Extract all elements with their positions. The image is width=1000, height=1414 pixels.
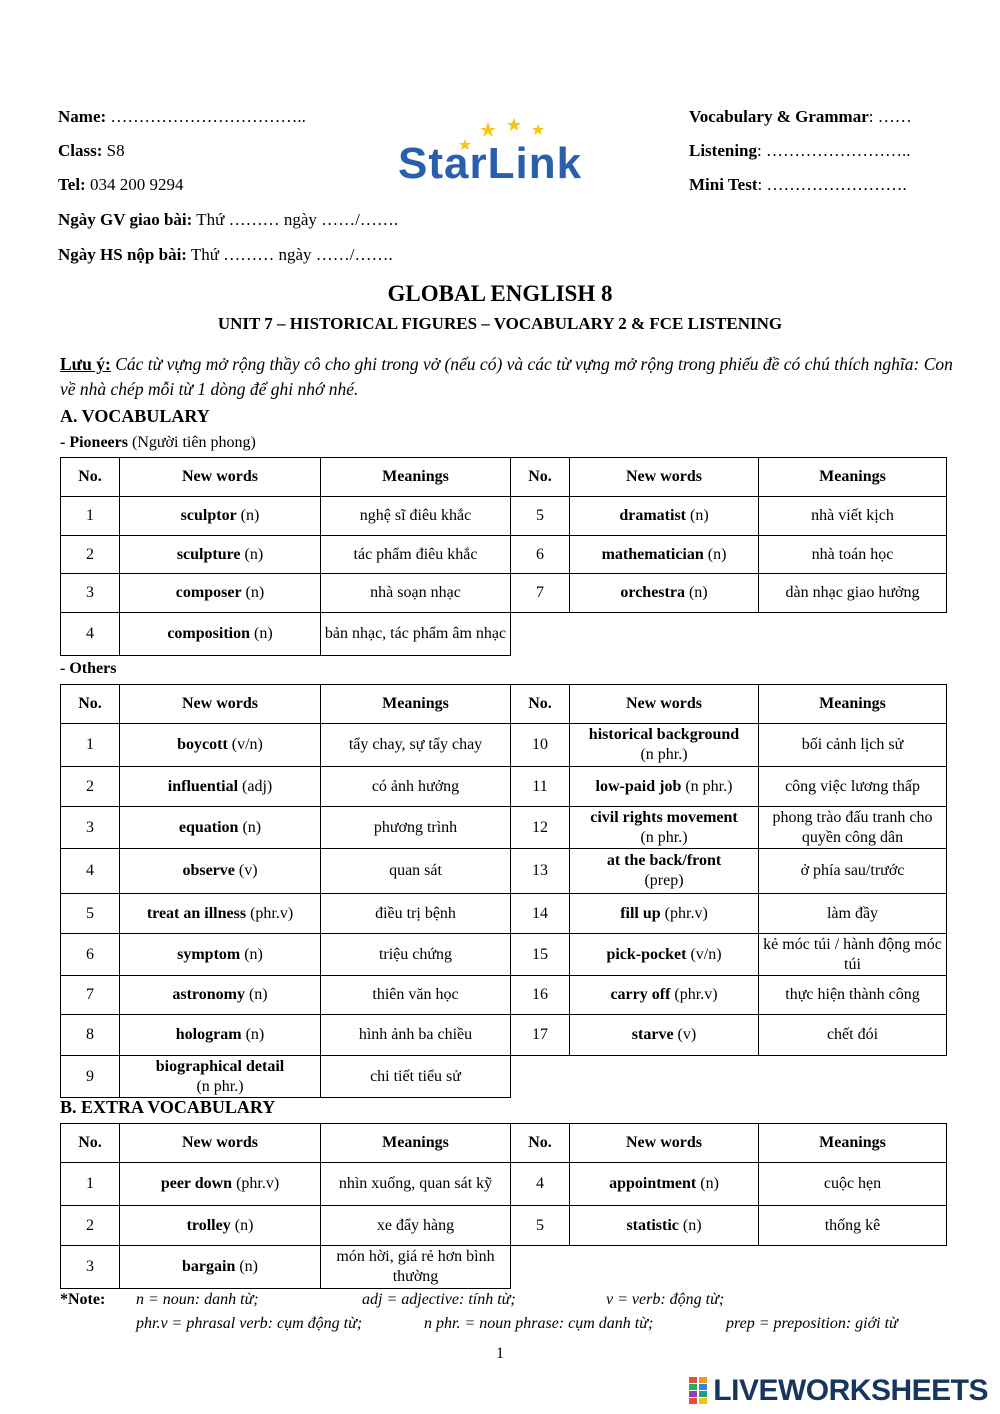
meaning: ở phía sau/trước: [759, 849, 947, 894]
row-number: 4: [61, 849, 120, 894]
submit-date-line: Ngày HS nộp bài: Thứ ……… ngày ……/…….: [58, 245, 393, 264]
word-text: influential: [167, 777, 239, 795]
word-text: biographical detail: [155, 1057, 285, 1075]
meaning: có ảnh hưởng: [321, 767, 511, 807]
new-word: [570, 894, 759, 934]
table-header-row: [61, 685, 947, 724]
table-row: [61, 497, 947, 536]
table-row: [61, 767, 947, 807]
part-of-speech: (n phr.): [196, 1077, 244, 1095]
word-text: treat an illness: [146, 904, 247, 922]
meaning: hình ảnh ba chiều: [321, 1015, 511, 1056]
word-text: orchestra: [620, 584, 685, 601]
new-word: [120, 613, 321, 656]
word-text: equation: [178, 818, 239, 836]
class-line: Class: S8: [58, 141, 125, 160]
new-word: [570, 724, 759, 767]
meaning: thực hiện thành công: [759, 976, 947, 1015]
empty-cell: [759, 1246, 947, 1289]
new-word: [120, 574, 321, 613]
table-row: [61, 724, 947, 767]
row-number: 10: [511, 724, 570, 767]
legend-preposition: prep = preposition: giới từ: [726, 1315, 898, 1332]
empty-cell: [759, 1056, 947, 1098]
others-table: [60, 684, 947, 1098]
word-text: sculptor: [180, 507, 237, 524]
new-word: [120, 767, 321, 807]
meaning: làm đầy: [759, 894, 947, 934]
row-number: 2: [61, 1206, 120, 1246]
column-header-word: New words: [120, 458, 321, 497]
meaning: chết đói: [759, 1015, 947, 1056]
part-of-speech: (phr.v): [250, 904, 294, 922]
part-of-speech: (phr.v): [236, 1175, 280, 1192]
part-of-speech: (phr.v): [664, 904, 708, 922]
table-row: [61, 1206, 947, 1246]
column-header-word: New words: [570, 458, 759, 497]
word-text: historical background: [588, 726, 740, 743]
meaning: nhà viết kịch: [759, 497, 947, 536]
word-text: astronomy: [172, 986, 245, 1003]
new-word: [120, 536, 321, 574]
row-number: 2: [61, 536, 120, 574]
row-number: 5: [511, 1206, 570, 1246]
word-text: appointment: [609, 1175, 697, 1192]
new-word: [120, 849, 321, 894]
part-of-speech: (n): [688, 584, 708, 601]
column-header-word: New words: [120, 685, 321, 724]
meaning: quan sát: [321, 849, 511, 894]
part-of-speech: (n): [707, 545, 727, 563]
row-number: 1: [61, 497, 120, 536]
column-header-meaning: Meanings: [321, 458, 511, 497]
column-header-no: No.: [61, 1124, 120, 1163]
table-row: [61, 894, 947, 934]
table-header-row: [61, 1124, 947, 1163]
meaning: dàn nhạc giao hưởng: [759, 574, 947, 613]
table-row: [61, 574, 947, 613]
row-number: 16: [511, 976, 570, 1015]
legend-phrasal-verb: phr.v = phrasal verb: cụm động từ;: [136, 1315, 363, 1332]
column-header-word: New words: [570, 1124, 759, 1163]
word-text: symptom: [177, 945, 241, 963]
column-header-meaning: Meanings: [759, 458, 947, 497]
row-number: 3: [61, 807, 120, 849]
meaning: nghệ sĩ điêu khắc: [321, 497, 511, 536]
minitest-score-line: Mini Test: …………………….: [689, 175, 907, 194]
word-text: statistic: [626, 1216, 679, 1234]
pioneers-heading: - Pioneers (Người tiên phong): [60, 434, 256, 451]
tel-line: Tel: 034 200 9294: [58, 175, 184, 194]
row-number: 6: [511, 536, 570, 574]
table-row: [61, 1056, 947, 1098]
note-paragraph: Lưu ý: Các từ vựng mở rộng thầy cô cho ghi trong vở (nếu có) và các từ vựng mở rộng trong phiếu đề có chú thích nghĩa: Con về nhà chép mỗi từ 1 dòng để ghi nhớ nhé.: [60, 354, 953, 399]
column-header-word: New words: [120, 1124, 321, 1163]
row-number: 7: [61, 976, 120, 1015]
column-header-no: No.: [511, 458, 570, 497]
part-of-speech: (v/n): [690, 945, 722, 963]
row-number: 5: [511, 497, 570, 536]
part-of-speech: (n): [700, 1175, 719, 1192]
new-word: [570, 976, 759, 1015]
row-number: 3: [61, 574, 120, 613]
row-number: 5: [61, 894, 120, 934]
row-number: 7: [511, 574, 570, 613]
word-text: boycott: [177, 736, 228, 753]
row-number: 13: [511, 849, 570, 894]
new-word: [120, 1015, 321, 1056]
column-header-no: No.: [61, 685, 120, 724]
table-row: [61, 934, 947, 976]
word-text: low-paid job: [595, 777, 682, 795]
name-value[interactable]: ……………………………..: [110, 107, 306, 126]
word-text: at the back/front: [606, 852, 722, 869]
part-of-speech: (adj): [242, 777, 273, 795]
column-header-no: No.: [61, 458, 120, 497]
new-word: [570, 497, 759, 536]
word-text: dramatist: [619, 507, 686, 524]
new-word: [120, 1206, 321, 1246]
word-text: bargain: [182, 1258, 236, 1275]
word-text: hologram: [175, 1026, 242, 1043]
logo-text: StarLink: [398, 139, 583, 188]
row-number: 1: [61, 1163, 120, 1206]
word-text: sculpture: [176, 545, 241, 563]
row-number: 8: [61, 1015, 120, 1056]
part-of-speech: (n): [245, 1026, 265, 1043]
part-of-speech: (n): [244, 545, 264, 563]
word-text: starve: [631, 1026, 674, 1043]
part-of-speech: (n): [242, 818, 262, 836]
column-header-no: No.: [511, 685, 570, 724]
new-word: [570, 807, 759, 849]
meaning: công việc lương thấp: [759, 767, 947, 807]
part-of-speech: (n): [234, 1216, 254, 1234]
new-word: [120, 1056, 321, 1098]
meaning: chi tiết tiểu sử: [321, 1056, 511, 1098]
part-of-speech: (n phr.): [640, 828, 688, 846]
part-of-speech: (n phr.): [685, 777, 733, 795]
column-header-meaning: Meanings: [759, 685, 947, 724]
row-number: 6: [61, 934, 120, 976]
meaning: phương trình: [321, 807, 511, 849]
new-word: [570, 574, 759, 613]
assign-date-line: Ngày GV giao bài: Thứ ……… ngày ……/…….: [58, 210, 399, 229]
column-header-no: No.: [511, 1124, 570, 1163]
meaning: món hời, giá rẻ hơn bình thường: [321, 1246, 511, 1289]
meaning: tác phẩm điêu khắc: [321, 536, 511, 574]
table-row: [61, 536, 947, 574]
table-row: [61, 1015, 947, 1056]
extra-vocabulary-table: [60, 1123, 947, 1289]
page-subtitle: UNIT 7 – HISTORICAL FIGURES – VOCABULARY 2 & FCE LISTENING: [217, 314, 783, 333]
new-word: [120, 894, 321, 934]
row-number: 15: [511, 934, 570, 976]
row-number: 12: [511, 807, 570, 849]
new-word: [120, 497, 321, 536]
page-number: 1: [496, 1345, 504, 1362]
section-b-heading: B. EXTRA VOCABULARY: [60, 1097, 276, 1117]
vg-score-line: Vocabulary & Grammar: ……: [689, 107, 912, 126]
empty-cell: [759, 613, 947, 656]
row-number: 2: [61, 767, 120, 807]
meaning: nhìn xuống, quan sát kỹ: [321, 1163, 511, 1206]
table-header-row: [61, 458, 947, 497]
liveworksheets-text: LIVEWORKSHEETS: [713, 1374, 988, 1407]
word-text: pick-pocket: [606, 945, 687, 963]
word-text: civil rights movement: [590, 808, 738, 826]
row-number: 11: [511, 767, 570, 807]
new-word: [570, 1015, 759, 1056]
part-of-speech: (n): [244, 945, 263, 963]
new-word: [120, 1246, 321, 1289]
legend-noun-phrase: n phr. = noun phrase: cụm danh từ;: [424, 1315, 654, 1332]
table-row: [61, 1246, 947, 1289]
part-of-speech: (v/n): [231, 736, 263, 753]
part-of-speech: (phr.v): [674, 986, 718, 1003]
meaning: xe đẩy hàng: [321, 1206, 511, 1246]
table-row: [61, 849, 947, 894]
others-heading: - Others: [60, 660, 117, 677]
new-word: [570, 1163, 759, 1206]
column-header-meaning: Meanings: [759, 1124, 947, 1163]
new-word: [570, 767, 759, 807]
word-text: fill up: [620, 904, 661, 922]
meaning: thống kê: [759, 1206, 947, 1246]
part-of-speech: (n): [240, 507, 260, 524]
row-number: 9: [61, 1056, 120, 1098]
legend-verb: v = verb: động từ;: [606, 1291, 725, 1308]
legend-line-1: *Note:: [60, 1291, 106, 1308]
empty-cell: [570, 1056, 759, 1098]
word-text: peer down: [160, 1175, 233, 1192]
meaning: nhà soạn nhạc: [321, 574, 511, 613]
legend-adj: adj = adjective: tính từ;: [362, 1291, 516, 1308]
column-header-meaning: Meanings: [321, 685, 511, 724]
part-of-speech: (n): [690, 507, 709, 524]
meaning: triệu chứng: [321, 934, 511, 976]
part-of-speech: (n): [245, 584, 265, 601]
name-line: Name: ……………………………..: [58, 107, 306, 126]
new-word: [120, 976, 321, 1015]
new-word: [120, 724, 321, 767]
empty-cell: [511, 1246, 570, 1289]
empty-cell: [511, 1056, 570, 1098]
word-text: composition: [167, 625, 250, 642]
starlink-logo: [398, 116, 630, 196]
page-title: GLOBAL ENGLISH 8: [387, 281, 613, 306]
meaning: bối cảnh lịch sử: [759, 724, 947, 767]
row-number: 1: [61, 724, 120, 767]
new-word: [570, 934, 759, 976]
new-word: [120, 1163, 321, 1206]
part-of-speech: (prep): [644, 872, 684, 889]
meaning: kẻ móc túi / hành động móc túi: [759, 934, 947, 976]
empty-cell: [570, 613, 759, 656]
row-number: 4: [511, 1163, 570, 1206]
part-of-speech: (v): [677, 1026, 697, 1043]
row-number: 4: [61, 613, 120, 656]
word-text: composer: [175, 584, 242, 601]
new-word: [570, 849, 759, 894]
row-number: 3: [61, 1246, 120, 1289]
empty-cell: [511, 613, 570, 656]
new-word: [120, 807, 321, 849]
part-of-speech: (n): [682, 1216, 702, 1234]
liveworksheets-icon: [689, 1377, 707, 1405]
new-word: [570, 1206, 759, 1246]
new-word: [120, 934, 321, 976]
new-word: [570, 536, 759, 574]
row-number: 17: [511, 1015, 570, 1056]
column-header-word: New words: [570, 685, 759, 724]
empty-cell: [570, 1246, 759, 1289]
meaning: tẩy chay, sự tẩy chay: [321, 724, 511, 767]
section-a-heading: A. VOCABULARY: [60, 406, 210, 426]
part-of-speech: (n): [248, 986, 268, 1003]
table-row: [61, 613, 947, 656]
liveworksheets-logo[interactable]: [689, 1374, 988, 1408]
part-of-speech: (n): [239, 1258, 258, 1275]
word-text: carry off: [610, 986, 671, 1003]
meaning: bản nhạc, tác phẩm âm nhạc: [321, 613, 511, 656]
word-text: trolley: [186, 1216, 231, 1234]
word-text: observe: [182, 862, 235, 879]
listening-score-line: Listening: ……………………..: [689, 141, 911, 160]
table-row: [61, 976, 947, 1015]
part-of-speech: (n phr.): [640, 746, 688, 763]
meaning: thiên văn học: [321, 976, 511, 1015]
part-of-speech: (v): [238, 862, 258, 879]
word-text: mathematician: [601, 545, 704, 563]
table-row: [61, 807, 947, 849]
legend-noun: n = noun: danh từ;: [136, 1291, 259, 1308]
row-number: 14: [511, 894, 570, 934]
column-header-meaning: Meanings: [321, 1124, 511, 1163]
part-of-speech: (n): [254, 625, 273, 642]
pioneers-table: [60, 457, 947, 656]
meaning: cuộc hẹn: [759, 1163, 947, 1206]
meaning: phong trào đấu tranh cho quyền công dân: [759, 807, 947, 849]
meaning: điều trị bệnh: [321, 894, 511, 934]
table-row: [61, 1163, 947, 1206]
meaning: nhà toán học: [759, 536, 947, 574]
